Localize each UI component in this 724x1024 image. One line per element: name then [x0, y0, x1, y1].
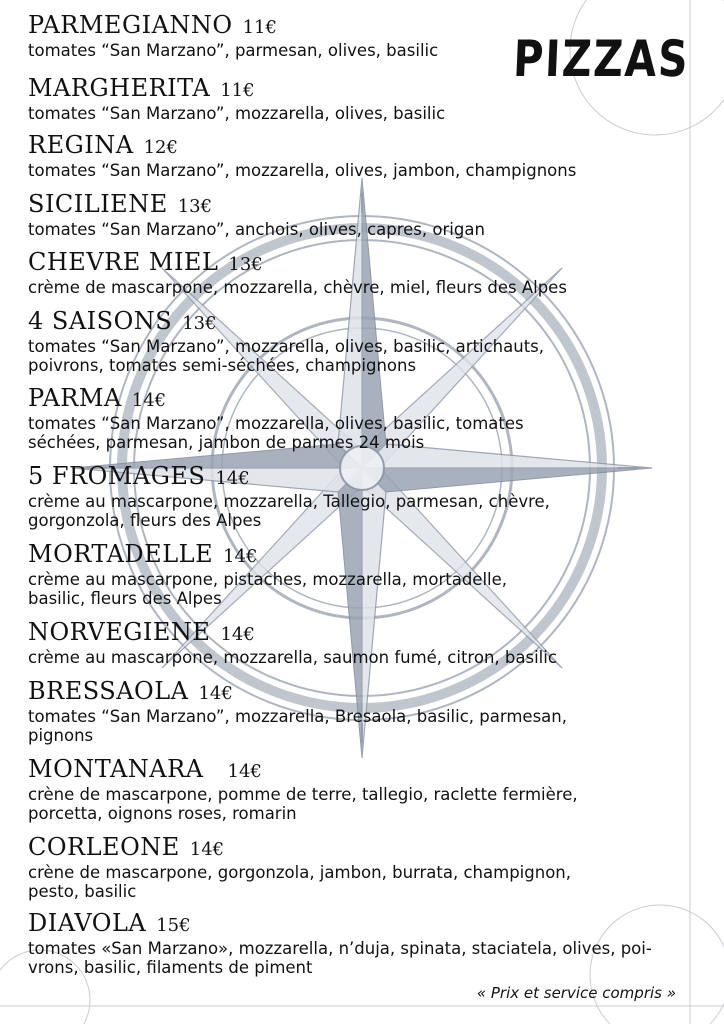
item-price: 14€	[198, 683, 233, 704]
menu-item-mortadelle	[28, 541, 668, 608]
item-description: tomates “San Marzano”, mozzarella, olives, basilic, artichauts, poivrons, tomates semi-séchées, champignons	[28, 337, 545, 375]
item-description: crème de mascarpone, mozzarella, chèvre, miel, fleurs des Alpes	[28, 278, 567, 297]
item-price: 11€	[220, 80, 255, 101]
item-description: tomates “San Marzano”, anchois, olives, capres, origan	[28, 220, 485, 239]
item-name: BRESSAOLA	[28, 677, 189, 705]
item-price: 15€	[156, 915, 191, 936]
menu-item-chevre-miel	[28, 249, 668, 297]
footer-note: « Prix et service compris »	[476, 984, 676, 1002]
item-price: 14€	[215, 468, 250, 489]
item-price: 14€	[131, 390, 167, 411]
item-description: crème au mascarpone, mozzarella, Tallegio, parmesan, chèvre, gorgonzola, fleurs des Alpes	[28, 492, 550, 530]
menu-item-regina	[28, 132, 668, 180]
item-description: tomates “San Marzano”, mozzarella, Bresaola, basilic, parmesan, pignons	[28, 707, 567, 745]
item-description: crène de mascarpone, gorgonzola, jambon, burrata, champignon, pesto, basilic	[28, 863, 571, 901]
item-price: 14€	[220, 624, 255, 645]
menu-item-5-fromages	[28, 463, 668, 530]
item-description: crène de mascarpone, pomme de terre, tallegio, raclette fermière, porcetta, oignons roses, romarin	[28, 785, 578, 823]
item-name: MORTADELLE	[28, 540, 214, 568]
menu-item-siciliene	[28, 191, 668, 239]
item-name: PARMA	[28, 384, 122, 412]
item-description: tomates «San Marzano», mozzarella, n’duja, spinata, staciatela, olives, poi- vrons, basilic, filaments de piment	[28, 939, 652, 977]
page-title: PIZZAS	[511, 30, 690, 88]
item-description: tomates “San Marzano”, mozzarella, olives, basilic	[28, 104, 446, 123]
item-price: 11€	[242, 17, 277, 38]
item-description: tomates “San Marzano”, parmesan, olives, basilic	[28, 41, 439, 60]
item-price: 13€	[182, 313, 217, 334]
item-name: MONTANARA	[28, 755, 204, 783]
item-description: crème au mascarpone, pistaches, mozzarella, mortadelle, basilic, fleurs des Alpes	[28, 570, 508, 608]
menu-item-corleone	[28, 834, 668, 901]
item-name: 4 SAISONS	[28, 307, 173, 335]
item-description: tomates “San Marzano”, mozzarella, olives, jambon, champignons	[28, 161, 577, 180]
item-description: crème au mascarpone, mozzarella, saumon fumé, citron, basilic	[28, 648, 557, 667]
item-name: NORVEGIENE	[28, 618, 211, 646]
item-price: 14€	[227, 761, 262, 782]
item-price: 13€	[177, 196, 213, 217]
item-price: 14€	[189, 839, 225, 860]
item-name: REGINA	[28, 131, 134, 159]
item-name: DIAVOLA	[28, 909, 147, 937]
menu-item-montanara	[28, 756, 668, 823]
item-name: CORLEONE	[28, 833, 180, 861]
item-name: 5 FROMAGES	[28, 462, 206, 490]
item-name: MARGHERITA	[28, 74, 211, 102]
item-name: SICILIENE	[28, 190, 168, 218]
menu-item-parma	[28, 385, 668, 452]
item-description: tomates “San Marzano”, mozzarella, olives, basilic, tomates séchées, parmesan, jambon de parmes 24 mois	[28, 414, 524, 452]
menu-item-margherita	[28, 75, 668, 123]
item-price: 12€	[143, 137, 178, 158]
menu-item-diavola	[28, 910, 668, 977]
menu-item-4-saisons	[28, 308, 668, 375]
item-price: 13€	[228, 254, 263, 275]
menu-item-parmegianno	[28, 12, 668, 60]
menu-item-bressaola	[28, 678, 668, 745]
menu-item-norvegiene	[28, 619, 668, 667]
item-name: CHEVRE MIEL	[28, 248, 219, 276]
item-name: PARMEGIANNO	[28, 11, 233, 39]
item-price: 14€	[223, 546, 258, 567]
